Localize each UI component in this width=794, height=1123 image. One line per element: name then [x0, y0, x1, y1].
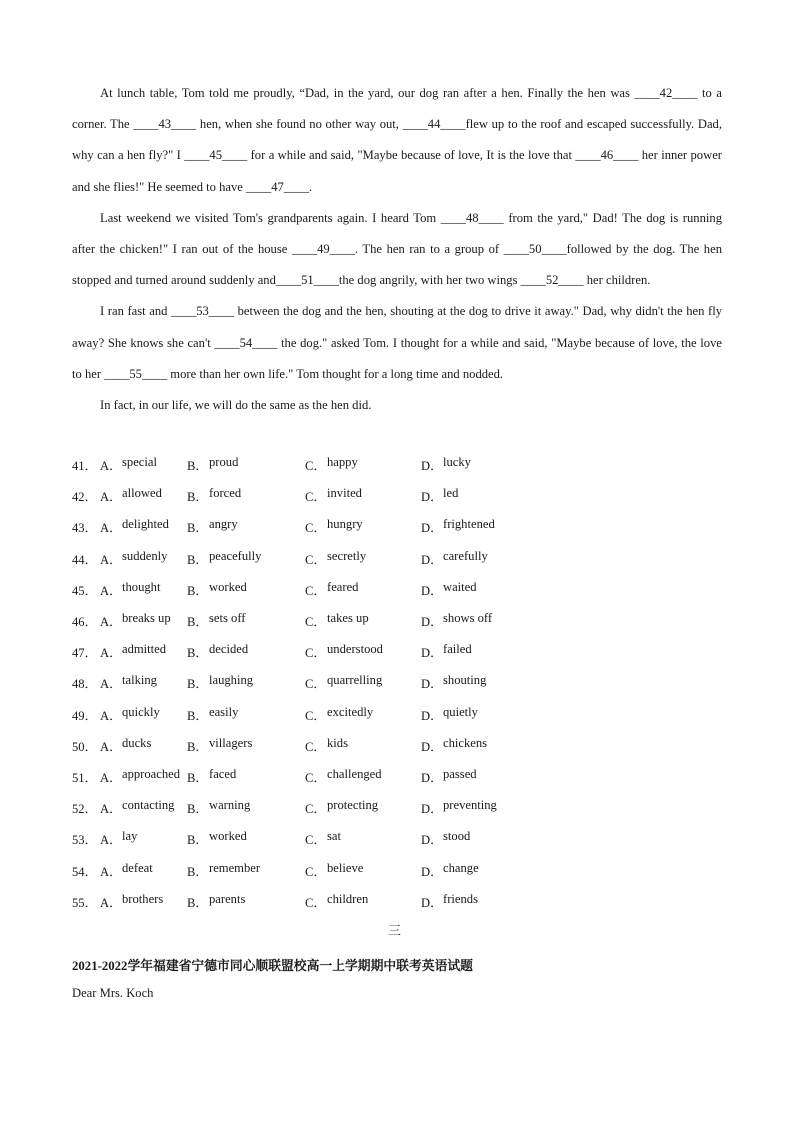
option-b [187, 517, 305, 536]
option-text: contacting [122, 798, 175, 813]
option-letter: A． [100, 677, 122, 692]
passage-paragraph-2: Last weekend we visited Tom's grandparents again. I heard Tom ____48____ from the yard," Dad! The dog is running after the chicken!" I ran out of the house ____49____. The hen ran to a group of ____50____followed by the dog. The hen stopped and turned around suddenly and____51____the dog angrily, with her two wings ____52____ her children. [72, 210, 722, 288]
option-text: angry [209, 517, 238, 532]
option-letter: B． [187, 521, 208, 536]
option-letter: D． [421, 646, 443, 661]
option-letter: B． [187, 708, 208, 723]
option-b [187, 549, 305, 568]
option-text: special [122, 455, 157, 470]
option-d [421, 767, 541, 786]
option-letter: D． [421, 895, 443, 910]
option-text: secretly [327, 548, 367, 563]
option-text: happy [327, 455, 358, 470]
option-c [305, 705, 421, 724]
option-text: talking [122, 673, 157, 688]
option-letter: A． [100, 833, 122, 848]
option-d [421, 486, 541, 505]
option-row [72, 511, 722, 542]
option-letter: C． [305, 708, 326, 723]
option-a [100, 736, 187, 755]
option-c [305, 798, 421, 817]
option-letter: B． [187, 583, 208, 598]
option-text: quietly [443, 704, 478, 719]
question-number: 55． [72, 895, 98, 910]
question-number: 45． [72, 583, 98, 598]
answer-options-list [72, 449, 722, 917]
option-a [100, 455, 187, 474]
option-text: defeat [122, 860, 153, 875]
option-letter: B． [187, 615, 208, 630]
option-letter: B． [187, 646, 208, 661]
option-text: quarrelling [327, 673, 383, 688]
option-d [421, 798, 541, 817]
option-letter: D． [421, 802, 443, 817]
option-text: feared [327, 579, 359, 594]
option-row [72, 574, 722, 605]
option-text: shows off [443, 611, 493, 626]
passage-paragraph-3: I ran fast and ____53____ between the dog and the hen, shouting at the dog to drive it away." Dad, why didn't the hen fly away? She knows she can't ____54____ the dog." asked Tom. I thought for a while and said, "Maybe because of love, the love to her ____55____ more than her own life." Tom thought for a long time and nodded. [72, 304, 722, 381]
option-letter: B． [187, 802, 208, 817]
option-text: invited [327, 486, 362, 501]
option-letter: D． [421, 739, 443, 754]
option-text: led [443, 486, 459, 501]
option-a [100, 580, 187, 599]
option-letter: A． [100, 708, 122, 723]
option-text: decided [209, 642, 249, 657]
option-b [187, 580, 305, 599]
option-row [72, 699, 722, 730]
option-row [72, 730, 722, 761]
option-text: brothers [122, 891, 164, 906]
option-row [72, 605, 722, 636]
option-text: passed [443, 766, 477, 781]
question-number: 44． [72, 552, 98, 567]
option-letter: A． [100, 646, 122, 661]
option-row [72, 636, 722, 667]
option-d [421, 861, 541, 880]
option-letter: C． [305, 895, 326, 910]
option-c [305, 861, 421, 880]
option-letter: C． [305, 677, 326, 692]
option-b [187, 705, 305, 724]
option-letter: C． [305, 770, 326, 785]
option-letter: C． [305, 552, 326, 567]
passage-paragraph-1: At lunch table, Tom told me proudly, “Dad, in the yard, our dog ran after a hen. Finally the hen was ____42____ to a corner. The ____43____ hen, when she found no other way out, ____44____flew up to the roof and escaped successfully. Dad, why can a hen fly?" I ____45____ for a while and said, "Maybe because of love, It is the love that ____46____ her inner power and she flies!" He seemed to have ____47____. [72, 86, 722, 194]
option-a [100, 517, 187, 536]
option-row [72, 543, 722, 574]
option-d [421, 673, 541, 692]
option-text: delighted [122, 517, 169, 532]
option-b [187, 642, 305, 661]
option-c [305, 767, 421, 786]
option-text: sat [327, 829, 341, 844]
option-row [72, 449, 722, 480]
option-d [421, 611, 541, 630]
option-letter: B． [187, 739, 208, 754]
option-text: warning [209, 798, 251, 813]
option-letter: C． [305, 521, 326, 536]
option-text: allowed [122, 486, 162, 501]
option-a [100, 861, 187, 880]
question-number: 49． [72, 708, 98, 723]
option-text: parents [209, 891, 246, 906]
section-mark: 三 [388, 923, 402, 938]
passage-paragraph-4: In fact, in our life, we will do the same as the hen did. [100, 398, 372, 413]
option-letter: C． [305, 583, 326, 598]
option-a [100, 829, 187, 848]
option-letter: C． [305, 615, 326, 630]
option-c [305, 486, 421, 505]
option-text: worked [209, 829, 247, 844]
option-c [305, 611, 421, 630]
option-letter: C． [305, 802, 326, 817]
option-b [187, 736, 305, 755]
option-d [421, 517, 541, 536]
option-row [72, 480, 722, 511]
option-text: change [443, 860, 479, 875]
option-text: suddenly [122, 548, 168, 563]
option-row [72, 667, 722, 698]
option-d [421, 549, 541, 568]
option-text: children [327, 891, 369, 906]
option-text: remember [209, 860, 261, 875]
option-text: challenged [327, 766, 382, 781]
option-text: proud [209, 455, 239, 470]
option-text: failed [443, 642, 472, 657]
section-title: 2021-2022学年福建省宁德市同心顺联盟校高一上学期期中联考英语试题 [72, 959, 473, 973]
option-c [305, 549, 421, 568]
option-row [72, 761, 722, 792]
option-a [100, 892, 187, 911]
option-text: peacefully [209, 548, 262, 563]
option-text: forced [209, 486, 242, 501]
option-letter: D． [421, 459, 443, 474]
option-text: lucky [443, 455, 471, 470]
option-letter: D． [421, 552, 443, 567]
option-a [100, 673, 187, 692]
option-text: stood [443, 829, 471, 844]
option-letter: B． [187, 552, 208, 567]
option-text: sets off [209, 611, 246, 626]
option-text: chickens [443, 735, 488, 750]
option-text: understood [327, 642, 383, 657]
question-number: 51． [72, 770, 98, 785]
option-d [421, 580, 541, 599]
option-text: waited [443, 579, 477, 594]
option-a [100, 611, 187, 630]
option-text: frightened [443, 517, 495, 532]
option-b [187, 861, 305, 880]
option-letter: A． [100, 895, 122, 910]
option-b [187, 455, 305, 474]
option-letter: A． [100, 615, 122, 630]
option-letter: B． [187, 864, 208, 879]
option-d [421, 892, 541, 911]
option-a [100, 549, 187, 568]
option-letter: D． [421, 864, 443, 879]
option-letter: D． [421, 521, 443, 536]
option-letter: D． [421, 677, 443, 692]
option-text: shouting [443, 673, 487, 688]
letter-salutation: Dear Mrs. Koch [72, 986, 154, 1000]
option-letter: C． [305, 459, 326, 474]
option-text: admitted [122, 642, 167, 657]
option-letter: A． [100, 521, 122, 536]
option-letter: B． [187, 459, 208, 474]
option-letter: D． [421, 833, 443, 848]
option-text: believe [327, 860, 364, 875]
option-text: ducks [122, 735, 152, 750]
option-letter: B． [187, 677, 208, 692]
option-b [187, 611, 305, 630]
option-row [72, 854, 722, 885]
cloze-passage [72, 78, 722, 421]
option-b [187, 892, 305, 911]
option-letter: A． [100, 802, 122, 817]
option-b [187, 767, 305, 786]
option-text: thought [122, 579, 161, 594]
option-d [421, 705, 541, 724]
option-d [421, 455, 541, 474]
option-letter: D． [421, 708, 443, 723]
option-letter: A． [100, 583, 122, 598]
option-row [72, 823, 722, 854]
option-letter: C． [305, 833, 326, 848]
option-c [305, 642, 421, 661]
option-c [305, 580, 421, 599]
question-number: 54． [72, 864, 98, 879]
option-text: easily [209, 704, 239, 719]
option-b [187, 829, 305, 848]
question-number: 43． [72, 521, 98, 536]
option-text: takes up [327, 611, 369, 626]
option-letter: D． [421, 770, 443, 785]
option-letter: D． [421, 583, 443, 598]
option-a [100, 798, 187, 817]
option-text: hungry [327, 517, 363, 532]
question-number: 41． [72, 459, 98, 474]
option-letter: B． [187, 770, 208, 785]
option-a [100, 642, 187, 661]
option-letter: B． [187, 490, 208, 505]
option-c [305, 892, 421, 911]
option-text: preventing [443, 798, 497, 813]
question-number: 47． [72, 646, 98, 661]
option-letter: C． [305, 739, 326, 754]
option-text: faced [209, 766, 237, 781]
option-letter: A． [100, 739, 122, 754]
option-d [421, 736, 541, 755]
option-text: friends [443, 891, 478, 906]
option-row [72, 886, 722, 917]
question-number: 52． [72, 802, 98, 817]
option-a [100, 705, 187, 724]
question-number: 50． [72, 739, 98, 754]
option-letter: D． [421, 490, 443, 505]
option-text: kids [327, 735, 348, 750]
option-letter: A． [100, 552, 122, 567]
option-text: excitedly [327, 704, 374, 719]
option-letter: A． [100, 459, 122, 474]
option-c [305, 736, 421, 755]
question-number: 53． [72, 833, 98, 848]
option-text: laughing [209, 673, 254, 688]
option-text: quickly [122, 704, 160, 719]
option-text: carefully [443, 548, 488, 563]
option-letter: C． [305, 490, 326, 505]
question-number: 46． [72, 615, 98, 630]
option-d [421, 642, 541, 661]
option-text: lay [122, 829, 138, 844]
option-text: villagers [209, 735, 253, 750]
option-letter: C． [305, 646, 326, 661]
question-number: 42． [72, 490, 98, 505]
option-b [187, 798, 305, 817]
option-row [72, 792, 722, 823]
option-letter: B． [187, 895, 208, 910]
option-text: approached [122, 766, 181, 781]
question-number: 48． [72, 677, 98, 692]
option-c [305, 455, 421, 474]
option-b [187, 673, 305, 692]
option-b [187, 486, 305, 505]
option-letter: A． [100, 490, 122, 505]
option-text: worked [209, 579, 247, 594]
option-a [100, 767, 187, 786]
option-letter: D． [421, 615, 443, 630]
option-text: protecting [327, 798, 379, 813]
option-c [305, 517, 421, 536]
option-letter: A． [100, 864, 122, 879]
option-text: breaks up [122, 611, 171, 626]
option-a [100, 486, 187, 505]
option-c [305, 673, 421, 692]
option-letter: B． [187, 833, 208, 848]
option-d [421, 829, 541, 848]
option-letter: C． [305, 864, 326, 879]
option-letter: A． [100, 770, 122, 785]
option-c [305, 829, 421, 848]
